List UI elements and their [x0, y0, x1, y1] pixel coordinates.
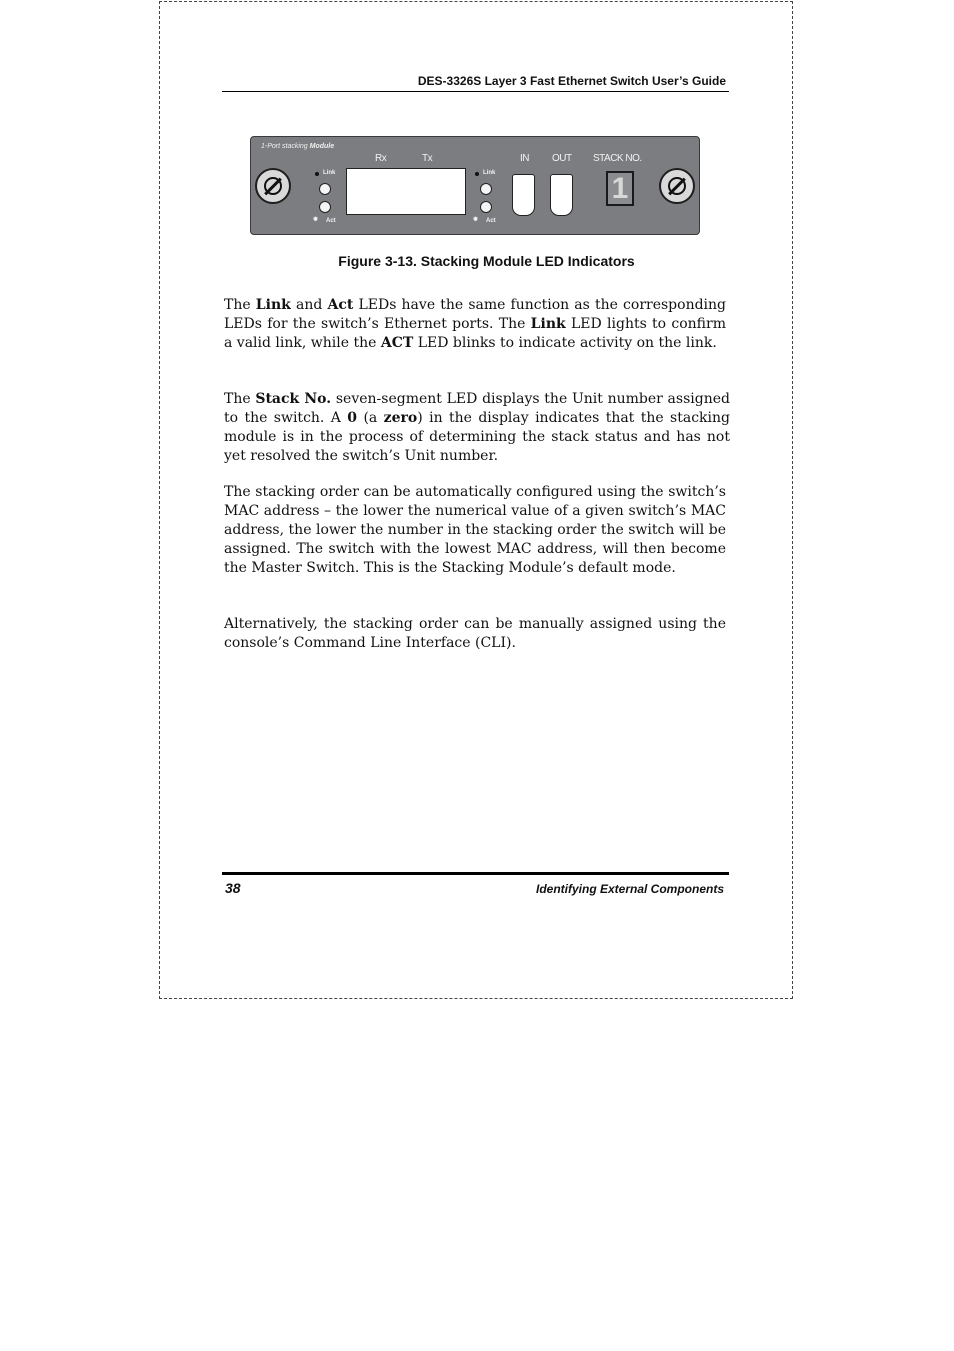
footer-rule: [222, 872, 729, 875]
stack-no-label: STACK NO.: [593, 153, 642, 164]
paragraph-link-act: The Link and Act LEDs have the same function as the corresponding LEDs for the switch’s Ethernet ports. The Link LED lights to confirm a valid link, while the ACT LED blinks to indicate activity on the link.: [224, 297, 727, 351]
header-rule: [222, 91, 729, 92]
paragraph-stacking-order: The stacking order can be automatically configured using the switch’s MAC address – the lower the numerical value of a given switch’s MAC address, the lower the number in the stacking order the switch will be assigned. The switch with the lowest MAC address, will then become the Master Switch. This is the Stacking Module’s default mode.: [224, 484, 726, 576]
act-led-left: [319, 201, 331, 213]
link-label-right: Link: [483, 170, 496, 176]
figure-caption: Figure 3-13. Stacking Module LED Indicators: [338, 253, 635, 269]
link-led-right: [480, 183, 492, 195]
act-led-right: [480, 201, 492, 213]
footer-section-title: Identifying External Components: [535, 882, 724, 896]
in-label: IN: [520, 153, 529, 164]
running-header: DES-3326S Layer 3 Fast Ethernet Switch User’s Guide: [417, 74, 726, 88]
act-label-left: Act: [326, 218, 336, 224]
stacking-module-figure: [250, 136, 700, 235]
rx-label: Rx: [375, 153, 387, 164]
screw-right-icon: [659, 168, 695, 204]
blink-icon-right: ✹: [473, 217, 479, 223]
stack-number-display: 1: [606, 171, 634, 206]
screw-left-icon: [255, 168, 291, 204]
act-label-right: Act: [486, 218, 496, 224]
link-led-left: [319, 183, 331, 195]
out-port: [550, 174, 573, 216]
rx-tx-port: [346, 168, 466, 215]
link-label-left: Link: [323, 170, 336, 176]
page-number: 38: [225, 880, 241, 896]
blink-icon-left: ✹: [313, 217, 319, 223]
in-port: [512, 174, 535, 216]
paragraph-manual-assign: Alternatively, the stacking order can be manually assigned using the console’s Command Line Interface (CLI).: [224, 616, 726, 651]
link-indicator-dot-left: [315, 172, 319, 176]
paragraph-stack-no: The Stack No. seven-segment LED displays the Unit number assigned to the switch. A 0 (a zero) in the display indicates that the stacking module is in the process of determining the stack status and has not yet resolved the switch’s Unit number.: [224, 391, 730, 464]
out-label: OUT: [552, 153, 572, 164]
link-indicator-dot-right: [475, 172, 479, 176]
module-title: 1-Port stacking Module: [261, 143, 335, 150]
tx-label: Tx: [422, 153, 433, 164]
